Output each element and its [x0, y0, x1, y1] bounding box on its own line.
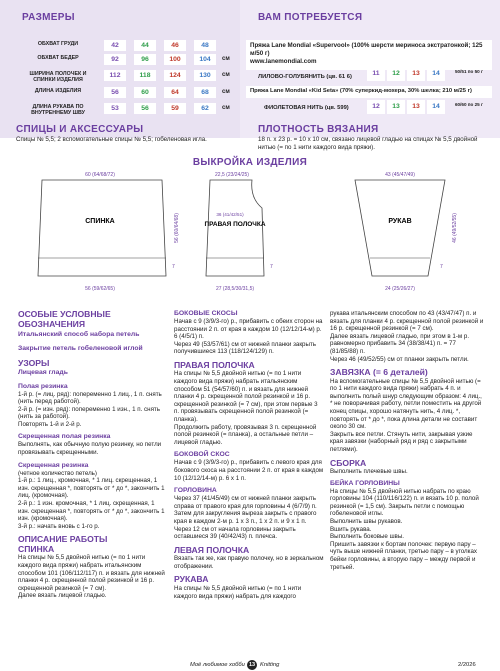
front-top-dim: 22,5 (23/24/25) [215, 172, 249, 178]
sleeve-piece [355, 180, 445, 276]
front-neck-dim: 36 (41/42/51) [216, 212, 244, 217]
left-front-text: Вязать так же, как правую полочку, но в зеркальном отображении. [174, 555, 324, 570]
yarn-value-1-0: 11 [367, 67, 385, 81]
front-text-2: Продолжить работу, провязывая 3 п. скрещенной полой резинкой (= планка), а остальные петли – лицевой гладью. [174, 423, 317, 446]
yarn-value-2-3: 14 [427, 100, 445, 114]
symbol-tapestry-close: Закрытие петель гобеленовой иглой [18, 345, 143, 352]
back-piece [38, 180, 166, 276]
pattern-title: ВЫКРОЙКА ИЗДЕЛИЯ [192, 157, 308, 168]
rib-title: Полая резинка [18, 382, 68, 390]
front-bottom-dim: 27 (28,5/30/31,5) [215, 286, 255, 292]
footer [0, 660, 500, 671]
side-text: Начав с 9 (3/9/3-го) р., прибавить с обеих сторон на расстоянии 2 п. от края в каждом 10 (12/12/14-м) р. 6 (4/5/1) п. [174, 318, 323, 341]
left-front-title: ЛЕВАЯ ПОЛОЧКА [174, 544, 250, 555]
sleeves-cont-text-3: Через 46 (49/52/55) см от планки закрыть петли. [330, 355, 469, 363]
back-rib-dim: 7 [172, 264, 175, 270]
size-unit: см [222, 56, 230, 62]
yarn-brand-1: Пряжа Lane Mondial «Supervool» (100% шерсти мериноса экстратонкой; 125 м/50 г) [250, 42, 483, 57]
size-cell: 100 [164, 54, 186, 65]
yarn-value-1-3: 14 [427, 67, 445, 81]
footer-brand: Knitting [260, 662, 280, 668]
size-row-label: ДЛИНА РУКАВА ПО ВНУТРЕННЕМУ ШВУ [31, 104, 85, 116]
middle-column [174, 310, 324, 600]
size-cell: 118 [134, 70, 156, 81]
size-cell: 104 [194, 54, 216, 65]
sleeves-cont-text: рукава итальянским способом по 43 (43/47/47) п. и вязать для планки 4 р. скрещенной полой резинкой и 16 р. скрещенной резинкой (= 7 см). [330, 310, 484, 333]
crossed-title: Скрещенная полая резинка [18, 433, 111, 441]
yarn-value-1-2: 13 [407, 67, 425, 81]
neck-title: ГОРЛОВИНА [174, 487, 217, 495]
neckband-text-5: Пришить завязки к бортам полочек: первую пару – чуть выше нижней планки, третью пару – в уголках бейки горловины, а вторую пару – между первой и третьей. [330, 540, 477, 571]
sizes-title: РАЗМЕРЫ [22, 12, 75, 23]
size-cell: 60 [134, 87, 156, 98]
size-cell: 42 [104, 40, 126, 51]
yarn-color-1: ЛИЛОВО-ГОЛУБЯНИТЬ (цв. 61 6) [258, 74, 352, 80]
rib-row-2: 2-й р. (= изн. ряд): попеременно 1 изн., 1 п. снять (нить за работой). [18, 405, 160, 421]
footer-issue: 2/2026 [458, 662, 476, 668]
sleeve-bottom-dim: 24 (25/26/27) [385, 286, 415, 292]
size-cell: 56 [134, 103, 156, 114]
crossed2-row-2: 2-й р.: 1 изн. кромочная, * 1 лиц. скрещенная, 1 изн. скрещенная *, повторять от * до *, закончить 1 изн. (кромочная). [18, 500, 165, 523]
back-bottom-dim: 56 (59/62/65) [85, 286, 115, 292]
rib-row-1: 1-й р. (= лиц. ряд): попеременно 1 лиц., 1 п. снять (нить перед работой). [18, 390, 162, 406]
side-title: БОКОВЫЕ СКОСЫ [174, 310, 238, 317]
size-cell: 46 [164, 40, 186, 51]
yarn-title: ВАМ ПОТРЕБУЕТСЯ [258, 12, 363, 23]
size-cell: 62 [194, 103, 216, 114]
symbol-italian-cast: Итальянский способ набора петель [18, 331, 140, 338]
ties-text: На вспомогательные спицы № 5,5 двойной нитью (= по 1 нити каждого вида пряжи) набрать 4 п. и выполнить полый шнур следующим образом: 4 лиц., * не поворачивая работу, петли поместить на другой конец спицы, хорошо натянуть нить, 4 лиц. *, повторять от * до *, пока длина детали не составит около 30 см. [330, 377, 482, 431]
side-text-2: Через 49 (53/57/61) см от нижней планки закрыть получившиеся 113 (118/124/129) п. [174, 340, 316, 356]
needles-text: Спицы № 5,5; 2 вспомогательные спицы № 5,5; гобеленовая игла. [16, 136, 207, 143]
crossed2-title: Скрещенная резинка [18, 461, 89, 469]
front-rib-dim: 7 [270, 264, 273, 270]
yarn-code-1: 50/51 по 50 г [455, 69, 483, 74]
size-cell: 56 [104, 87, 126, 98]
right-column [330, 310, 484, 571]
front-text: На спицы № 5,5 двойной нитью (= по 1 нити каждого вида пряжи) набрать итальянским способом 51 (54/57/60) п. и вязать для нижней планки 4 р. скрещенной полой резинкой и 16 р. скрещенной резинкой (= 7 см), при этом первые 3 п. провязывать скрещенной полой резинкой (= планка). [174, 370, 318, 424]
size-cell: 53 [104, 103, 126, 114]
sleeves-title: РУКАВА [174, 574, 209, 585]
yarn-value-2-0: 12 [367, 100, 385, 114]
ties-title: ЗАВЯЗКА (= 6 деталей) [330, 367, 428, 378]
yarn-color-2: ФИОЛЕТОВАЯ НИТЬ (цв. 599) [264, 105, 349, 111]
left-column [18, 310, 166, 600]
assembly-text: Выполнить плечевые швы. [330, 468, 408, 476]
neckband-text: На спицы № 5,5 двойной нитью набрать по краю горловины 104 (110/116/122) п. и вязать 10 р. полой резинкой (= 1,5 см). Закрыть петли с помощью гобеленовой иглы. [330, 487, 479, 518]
size-cell: 112 [104, 70, 126, 81]
size-cell: 68 [194, 87, 216, 98]
footer-magazine: Моё любимое хобби [190, 662, 245, 668]
size-cell: 44 [134, 40, 156, 51]
size-cell: 59 [164, 103, 186, 114]
size-row-label: ОБХВАТ ГРУДИ [37, 41, 79, 47]
crossed2-row-3: 3-й р.: начать вновь с 1-го р. [18, 522, 100, 530]
footer-page-num: 13 [248, 662, 256, 668]
back-text-2: Далее вязать лицевой гладью. [18, 592, 107, 600]
sleeve-top-dim: 43 (45/47/49) [385, 172, 415, 178]
size-cell: 130 [194, 70, 216, 81]
size-cell: 92 [104, 54, 126, 65]
neckband-text-4: Выполнить боковые швы. [330, 533, 405, 541]
size-cell: 64 [164, 87, 186, 98]
size-unit: см [222, 89, 230, 95]
front-label: ПРАВАЯ ПОЛОЧКА [204, 221, 266, 228]
sleeve-height-dim: 46 (49/52/55) [452, 213, 458, 243]
neckband-text-2: Выполнить швы рукавов. [330, 518, 403, 526]
assembly-title: СБОРКА [330, 457, 367, 468]
back-height-dim: 56 (60/64/68) [174, 213, 180, 243]
size-row-label: ДЛИНА ИЗДЕЛИЯ [34, 88, 82, 94]
sleeves-cont-text-2: Далее вязать лицевой гладью, при этом в 1-м р. равномерно прибавить 34 (38/38/41) п. = 77 (81/85/88) п. [330, 332, 470, 355]
stockinette-title: Лицевая гладь [18, 368, 68, 376]
sleeve-rib-dim: 7 [440, 264, 443, 270]
size-row-label: ОБХВАТ БЕДЕР [37, 55, 79, 61]
back-label: СПИНКА [85, 218, 115, 225]
neckband-text-3: Вшить рукава. [330, 525, 372, 533]
yarn-value-2-1: 13 [387, 100, 405, 114]
pattern-diagram [0, 168, 500, 308]
density-title: ПЛОТНОСТЬ ВЯЗАНИЯ [258, 124, 379, 135]
needles-title: СПИЦЫ И АКСЕССУАРЫ [16, 124, 144, 135]
size-row-label: ШИРИНА ПОЛОЧЕК И СПИНКИ ИЗДЕЛИЯ [29, 71, 87, 83]
front-piece [206, 180, 264, 276]
yarn-code-2: 60/60 по 25 г [455, 102, 483, 107]
rib-repeat: Повторять 1-й и 2-й р. [18, 420, 82, 428]
size-cell: 96 [134, 54, 156, 65]
sleeves-text: На спицы № 5,5 двойной нитью (= по 1 нити каждого вида пряжи) набрать для каждого [174, 584, 302, 600]
sleeve-label: РУКАВ [388, 218, 412, 225]
crossed2-sub: (четное количество петель) [18, 469, 97, 477]
size-cell: 124 [164, 70, 186, 81]
ties-text-2: Закрыть все петли. Стянуть нити, закрывая узкие края завязки (наборный ряд и ряд с закрытыми петлями). [330, 430, 473, 453]
density-text: 18 п. х 23 р. = 10 х 10 см, связано лицевой гладью на спицах № 5,5 двойной нитью (= по 1 нити каждого вида пряжи). [258, 136, 478, 151]
yarn-brand-2: Пряжа Lane Mondial «Kid Seta» (70% суперкид-мохера, 30% шелка; 210 м/25 г) [250, 88, 472, 94]
back-top-dim: 60 (64/68/72) [85, 172, 115, 178]
size-unit: см [222, 105, 230, 111]
neck-text: Через 37 (41/45/49) см от нижней планки закрыть справа от правого края для горловины 4 (6/7/9) п. Затем для закругления выреза закрыть с правого края в каждом 2-м р. 1 х 3 п., 1 х 2 п. и 9 х 1 п. Через 12 см от начала горловины закрыть оставшиеся 39 (40/42/43) п. плечса. [174, 495, 317, 541]
neckband-title: БЕЙКА ГОРЛОВИНЫ [330, 479, 400, 487]
bevel-title: БОКОВОЙ СКОС [174, 451, 230, 459]
back-text: На спицы № 5,5 двойной нитью (= по 1 нити каждого вида пряжи) набрать итальянским способом 101 (106/112/117) п. и вязать для нижней планки 4 р. скрещенной полой резинкой и 16 р. скрещенной резинкой (= 7 см). [18, 554, 165, 592]
yarn-value-1-1: 12 [387, 67, 405, 81]
back-title: СПИНКА [18, 543, 55, 554]
symbols-title: ОСОБЫЕ УСЛОВНЫЕ ОБОЗНАЧЕНИЯ [18, 309, 111, 329]
size-cell: 48 [194, 40, 216, 51]
front-title: ПРАВАЯ ПОЛОЧКА [174, 359, 255, 370]
bevel-text: Начав с 9 (3/9/3-го) р., прибавить с левого края для бокового скоса на расстоянии 2 п. от края в каждом 10 (12/12/14-м) р. 6 х 1 п. [174, 459, 324, 482]
size-unit: см [222, 72, 230, 78]
crossed2-row-1: 1-й р.: 1 лиц., кромочная, * 1 лиц. скрещенная, 1 изн. скрещенная *, повторять от * до *, закончить 1 лиц. (кромочная). [18, 477, 165, 500]
yarn-value-2-2: 13 [407, 100, 425, 114]
patterns-title: УЗОРЫ [18, 358, 50, 368]
work-title: ОПИСАНИЕ РАБОТЫ [18, 534, 108, 545]
crossed-text: Выполнять, как обычную полую резинку, но петли провязывать скрещенными. [18, 441, 162, 457]
yarn-site: www.lanemondial.com [250, 58, 317, 65]
